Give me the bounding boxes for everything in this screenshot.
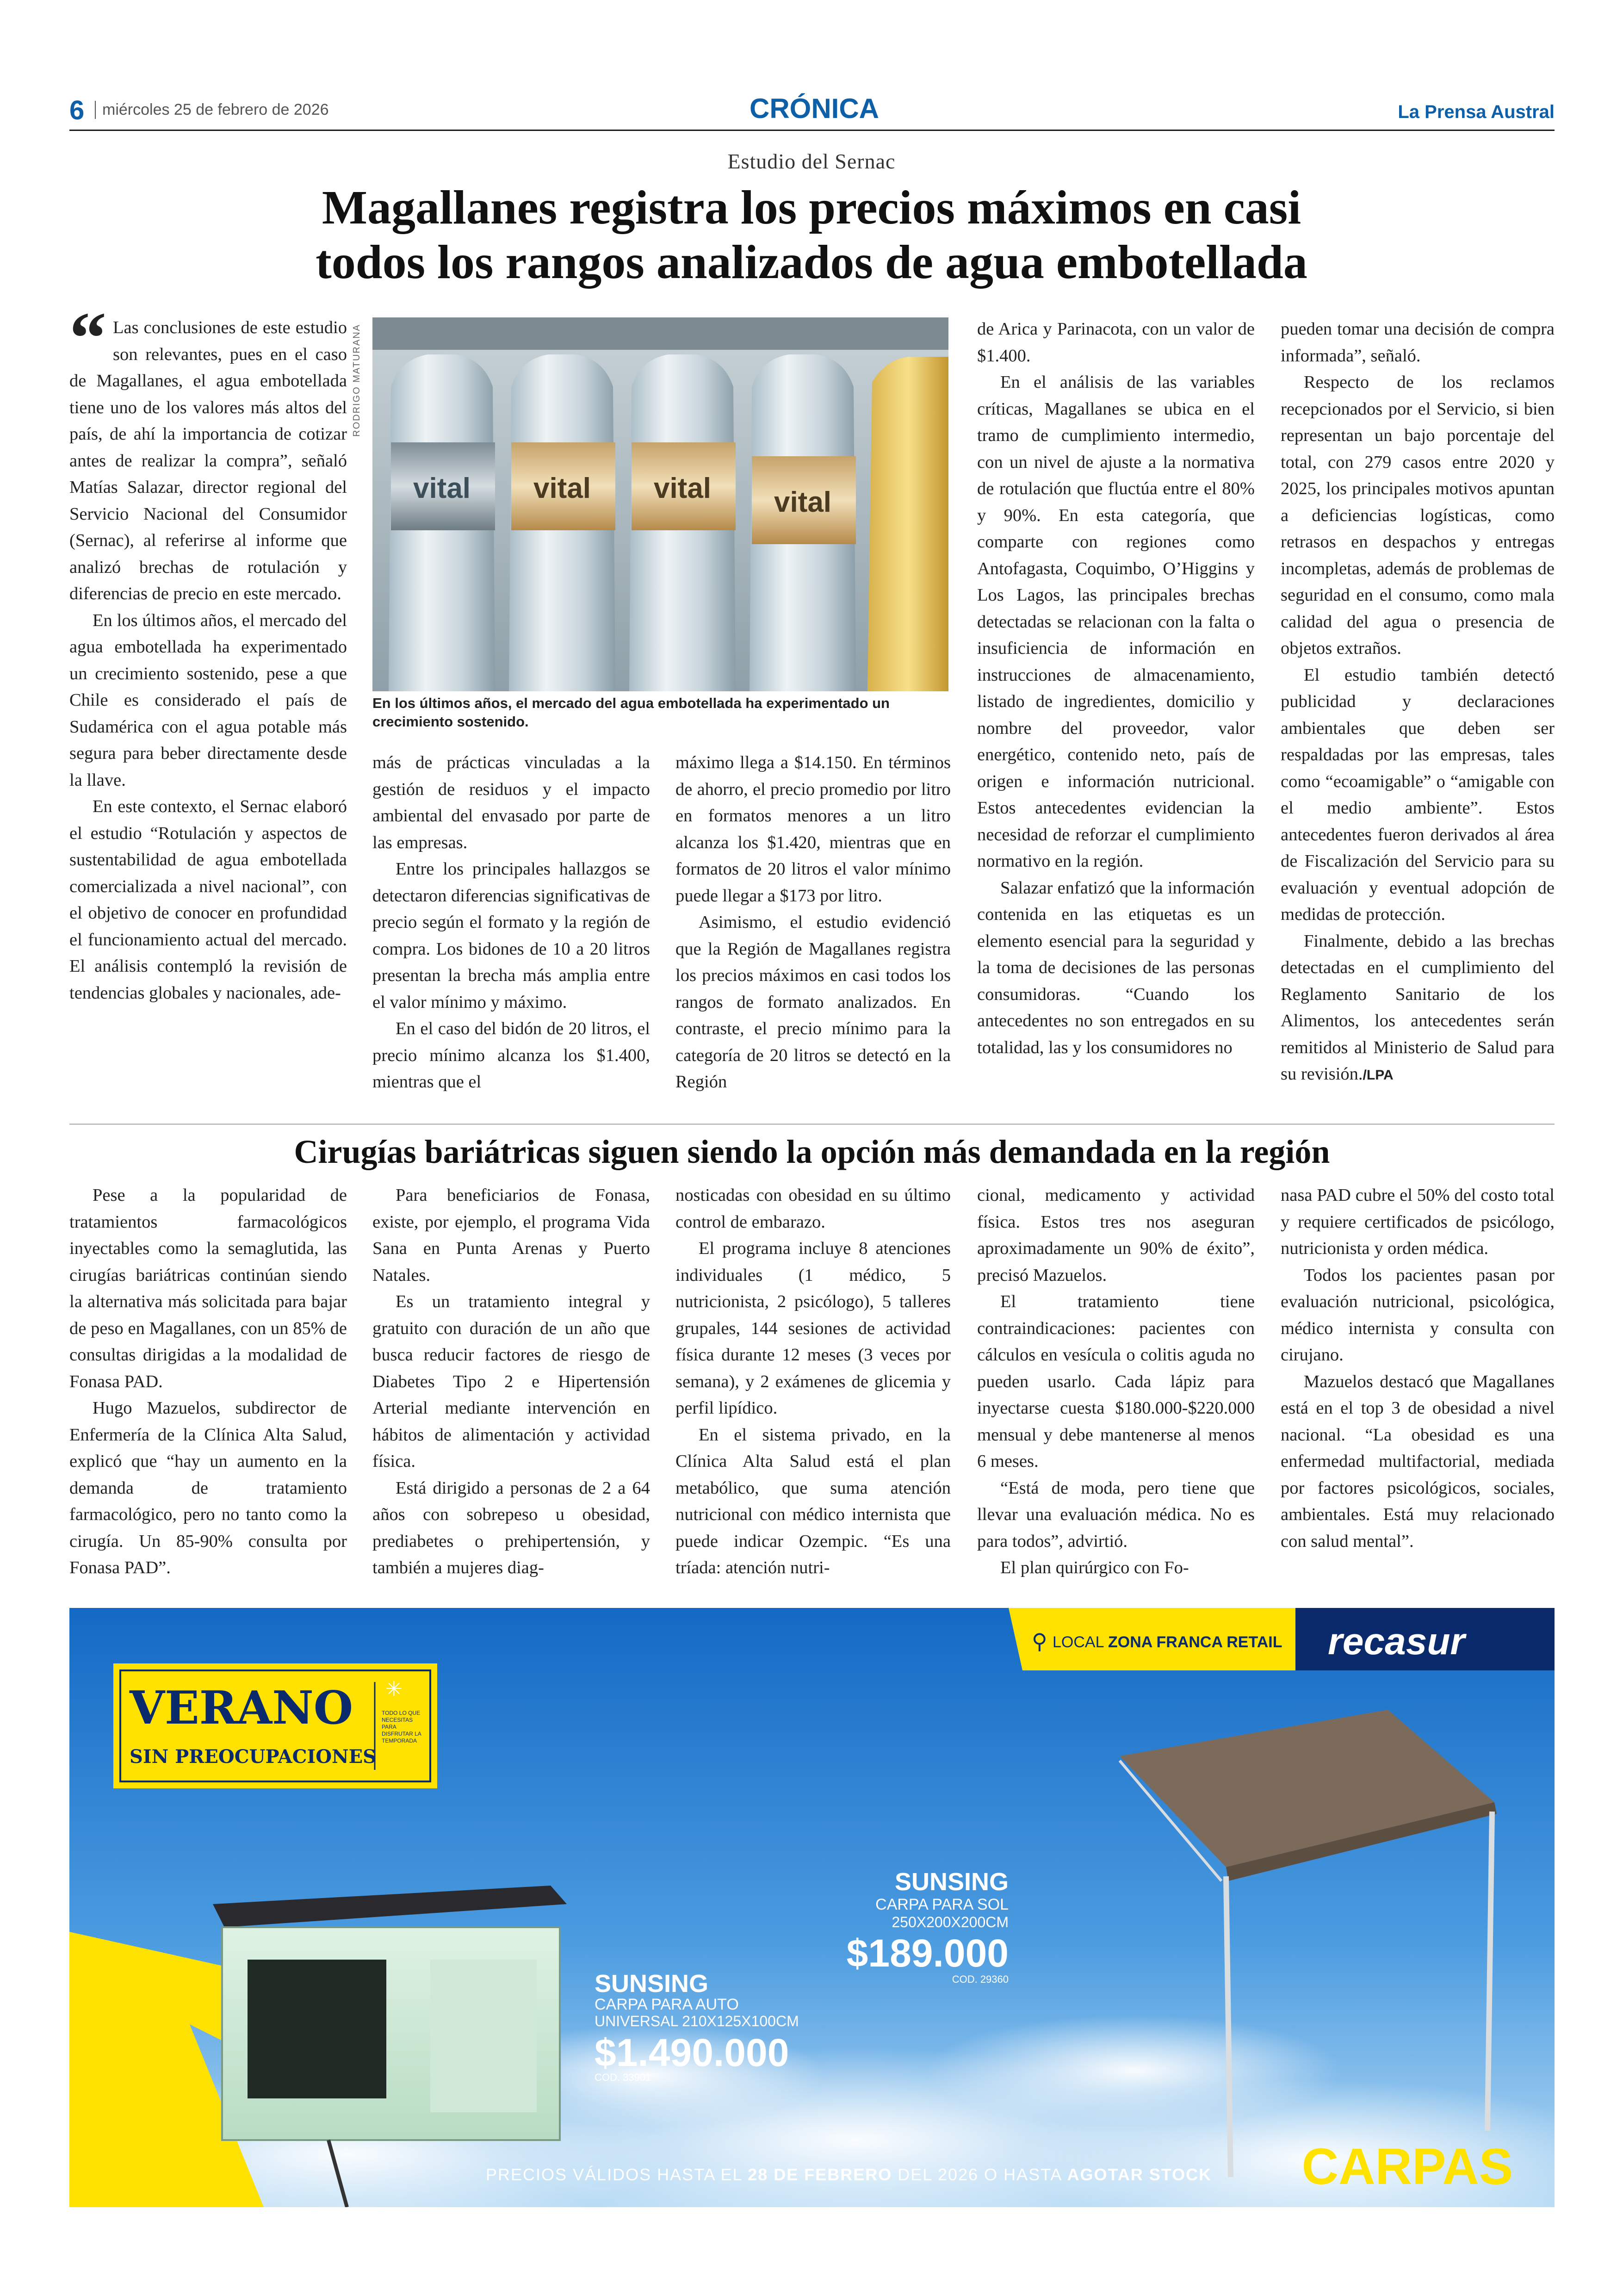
verano-badge: [113, 1663, 437, 1788]
ad-category: CARPAS: [1301, 2138, 1513, 2195]
paragraph: En los últimos años, el mercado del agua embotellada ha experimentado un crecimiento sostenido, pese a que Chile es considerado el país de Sudamérica con el agua potable más segura para beber directamente desde la llave.: [69, 610, 347, 790]
article2-column-3: [675, 1182, 951, 1582]
bottle-label: vital: [653, 472, 712, 504]
newspaper-brand: La Prensa Austral: [1398, 102, 1555, 122]
product1-name: CARPA PARA SOL: [875, 1896, 1009, 1913]
paragraph: En el caso del bidón de 20 litros, el precio mínimo alcanza los $1.400, mientras que el: [372, 1019, 650, 1092]
article1-headline-line2: todos los rangos analizados de agua embotellada: [316, 236, 1307, 289]
paragraph: Respecto de los reclamos recepcionados por el Servicio, si bien representan un bajo porcentaje del total, con 279 casos entre 2020 y 2025, los principales motivos apuntan a deficiencias logísticas, como retrasos en despachos y entregas incompletas, además de problemas de seguridad en el consumo, como mala calidad del agua o presencia de objetos extraños.: [1281, 372, 1555, 658]
section-title: CRÓNICA: [750, 93, 879, 124]
product1-size: 250X200X200CM: [892, 1914, 1009, 1930]
sparkle-icon: ✳: [385, 1678, 403, 1700]
paragraph: En este contexto, el Sernac elaboró el estudio “Rotulación y aspectos de sustentabilidad de agua embotellada comercializada a nivel nacional”, con el objetivo de conocer en profundidad el funcionamiento actual del mercado. El análisis contempló la revisión de tendencias globales y nacionales, ade-: [69, 797, 347, 1003]
location-label: LOCAL: [1053, 1633, 1104, 1651]
paragraph: nasa PAD cubre el 50% del costo total y requiere certificados de psicólogo, nutricionista y orden médica.: [1281, 1185, 1555, 1258]
paragraph: cional, medicamento y actividad física. Estos tres nos aseguran aproximadamente un 90% de éxito”, precisó Mazuelos.: [977, 1185, 1255, 1285]
paragraph: En el sistema privado, en la Clínica Alta Salud está el plan metabólico, que suma atención nutricional con médico internista que puede indicar Ozempic. “Es una tríada: atención nutri-: [675, 1425, 951, 1577]
paragraph: Asimismo, el estudio evidenció que la Región de Magallanes registra los precios máximos en casi todos los rangos de formato analizados. En contraste, el precio mínimo para la categoría de 20 litros se detectó en la Región: [675, 912, 951, 1092]
cloud: [925, 2015, 1342, 2126]
water-bottles-photo: [372, 317, 948, 691]
location-bar: [1009, 1608, 1555, 1670]
product2-name: CARPA PARA AUTO: [595, 1996, 739, 2013]
quote-mark-icon: “: [69, 297, 106, 379]
ad-artwork: [69, 1608, 1555, 2207]
water-bottles-illustration: [372, 317, 948, 691]
validity-text: PRECIOS VÁLIDOS HASTA EL 28 DE FEBRERO DEL 2026 O HASTA AGOTAR STOCK: [486, 2165, 1212, 2184]
header-date: miércoles 25 de febrero de 2026: [95, 101, 329, 119]
badge-subtitle: SIN PREOCUPACIONES: [130, 1746, 376, 1768]
paragraph: Salazar enfatizó que la información contenida en las etiquetas es un elemento esencial para la seguridad y la toma de decisiones de las personas consumidoras. “Cuando los antecedentes no son entregados en su totalidad, las y los consumidores no: [977, 878, 1255, 1057]
article1-kicker: Estudio del Sernac: [727, 149, 896, 173]
paragraph: Para beneficiarios de Fonasa, existe, por ejemplo, el programa Vida Sana en Punta Arenas y Puerto Natales.: [372, 1185, 650, 1285]
article2-headline: Cirugías bariátricas siguen siendo la opción más demandada en la región: [294, 1133, 1330, 1170]
paragraph: máximo llega a $14.150. En términos de ahorro, el precio promedio por litro en formatos menores a un litro alcanza los $1.420, mientras que en formatos de 20 litros el valor mínimo puede llegar a $173 por litro.: [675, 753, 951, 906]
location-pin-icon: ⚲: [1032, 1629, 1047, 1653]
article2-column-1: [69, 1182, 347, 1582]
advertisement: [69, 1608, 1555, 2207]
bottle-label: vital: [533, 472, 591, 504]
author-signature: /LPA: [1363, 1067, 1394, 1083]
paragraph: Finalmente, debido a las brechas detectadas en el cumplimiento del Reglamento Sanitario de los Alimentos, los antecedentes serán remitidos al Ministerio de Salud para su revisión./LPA: [1281, 931, 1555, 1084]
article1-column-3: [675, 750, 951, 1096]
paragraph: El plan quirúrgico con Fo-: [1000, 1558, 1189, 1577]
store-logo: recasur: [1328, 1620, 1465, 1663]
paragraph: nosticadas con obesidad en su último control de embarazo.: [675, 1185, 951, 1232]
article1-column-5: [1281, 316, 1555, 1089]
page-number: 6: [69, 95, 85, 125]
bottle-label: vital: [774, 486, 832, 518]
product2-size: UNIVERSAL 210X125X100CM: [595, 2013, 799, 2029]
paragraph: “Está de moda, pero tiene que llevar una evaluación médica. No es para todos”, advirtió.: [977, 1478, 1255, 1551]
paragraph: El programa incluye 8 atenciones individuales (1 médico, 5 nutricionista, 2 psicólogo), 5 talleres grupales, 144 sesiones de actividad física durante 12 meses (3 veces por semana), y 2 exámenes de glicemia y perfil lipídico.: [675, 1239, 951, 1418]
paragraph: Es un tratamiento integral y gratuito con duración de un año que busca reducir factores de riesgo de Diabetes Tipo 2 e Hipertensión Arterial mediante intervención en hábitos de alimentación y actividad física.: [372, 1292, 650, 1471]
article1-column-2: [372, 750, 650, 1096]
article2-column-5: [1281, 1182, 1555, 1555]
location-name: ZONA FRANCA RETAIL: [1108, 1633, 1282, 1651]
paragraph: más de prácticas vinculadas a la gestión de residuos y el impacto ambiental del envasado por parte de las empresas.: [372, 753, 650, 852]
article1-headline: [93, 180, 1530, 290]
article2-column-2: [372, 1182, 650, 1582]
paragraph: Hugo Mazuelos, subdirector de Enfermería de la Clínica Alta Salud, explicó que “hay un aumento en la demanda de tratamiento farmacológico, pero no tanto como la cirugía. Un 85-90% consulta por Fonasa PAD”.: [69, 1398, 347, 1577]
bottle-label: vital: [413, 472, 471, 504]
photo-caption: En los últimos años, el mercado del agua embotellada ha experimentado un crecimiento sostenido.: [372, 695, 890, 730]
paragraph: pueden tomar una decisión de compra informada”, señaló.: [1281, 319, 1555, 366]
product2-price: $1.490.000: [595, 2031, 789, 2074]
paragraph: Pese a la popularidad de tratamientos farmacológicos inyectables como la semaglutida, las cirugías bariátricas continúan siendo la alternativa más solicitada para bajar de peso en Magallanes, con un 85% de consultas dirigidas a la modalidad de Fonasa PAD.: [69, 1185, 347, 1391]
paragraph: En el análisis de las variables críticas, Magallanes se ubica en el tramo de cumplimiento intermedio, con un nivel de ajuste a la normativa de rotulación que fluctúa entre el 80% y 90%. En esta categoría, que comparte con regiones como Antofagasta, Coquimbo, O’Higgins y Los Lagos, las principales brechas detectadas se relacionan con la falta o insuficiencia de información en instrucciones de almacenamiento, listado de ingredientes, domicilio y nombre del proveedor, valor energético, contenido neto, país de origen e información nutricional. Estos antecedentes evidencian la necesidad de reforzar el cumplimiento normativo en la región.: [977, 372, 1255, 871]
badge-small-text: TODO LO QUE NECESITAS PARA DISFRUTAR LA TEMPORADA: [382, 1710, 421, 1744]
product1-brand: SUNSING: [894, 1868, 1009, 1896]
paragraph: Entre los principales hallazgos se detectaron diferencias significativas de precio según el formato y la región de compra. Los bidones de 10 a 20 litros presentan la brecha más amplia entre el valor mínimo y máximo.: [372, 859, 650, 1012]
product2-brand: SUNSING: [595, 1970, 709, 1998]
paragraph: El tratamiento tiene contraindicaciones: pacientes con cálculos en vesícula o colitis aguda no pueden usarlo. Cada lápiz para inyectarse cuesta $180.000-$220.000 mensual y debe mantenerse al menos 6 meses.: [977, 1292, 1255, 1471]
article1-headline-line1: Magallanes registra los precios máximos en casi: [322, 181, 1301, 234]
badge-title: VERANO: [130, 1682, 353, 1735]
product1-price: $189.000: [846, 1931, 1009, 1975]
product1-code: COD. 29360: [952, 1973, 1009, 1985]
paragraph: El estudio también detectó publicidad y declaraciones ambientales que deben ser respaldadas por las empresas, tales como “ecoamigable” o “amigable con el medio ambiente”. Estos antecedentes fueron derivados al área de Fiscalización del Servicio para su evaluación y eventual adopción de medidas de protección.: [1281, 665, 1555, 924]
article2-column-4: [977, 1182, 1255, 1582]
section-divider: [69, 1123, 1555, 1125]
paragraph: Mazuelos destacó que Magallanes está en el top 3 de obesidad a nivel nacional. “La obesidad es una enfermedad multifactorial, mediada por factores psicológicos, sociales, ambientales. Está muy relacionado con salud mental”.: [1281, 1371, 1555, 1551]
article1-column-4: [977, 316, 1255, 1061]
product2-code: COD. 33901: [595, 2072, 651, 2083]
paragraph: Está dirigido a personas de 2 a 64 años con sobrepeso u obesidad, prediabetes o prehipertensión, y también a mujeres diag-: [372, 1478, 650, 1577]
paragraph: “ Las conclusiones de este estudio son relevantes, pues en el caso de Magallanes, el agua embotellada tiene uno de los valores más altos del país, de ahí la importancia de cotizar antes de realizar la compra”, señaló Matías Salazar, director regional del Servicio Nacional del Consumidor (Sernac), al referirse al informe que analizó brechas de rotulación y diferencias de precio en este mercado.: [69, 297, 347, 603]
photo-credit: RODRIGO MATURANA: [352, 324, 362, 437]
paragraph: Todos los pacientes pasan por evaluación nutricional, psicológica, médico internista y consulta con cirujano.: [1281, 1265, 1555, 1365]
article1-column-1: [69, 297, 347, 1006]
paragraph: de Arica y Parinacota, con un valor de $1.400.: [977, 319, 1255, 366]
